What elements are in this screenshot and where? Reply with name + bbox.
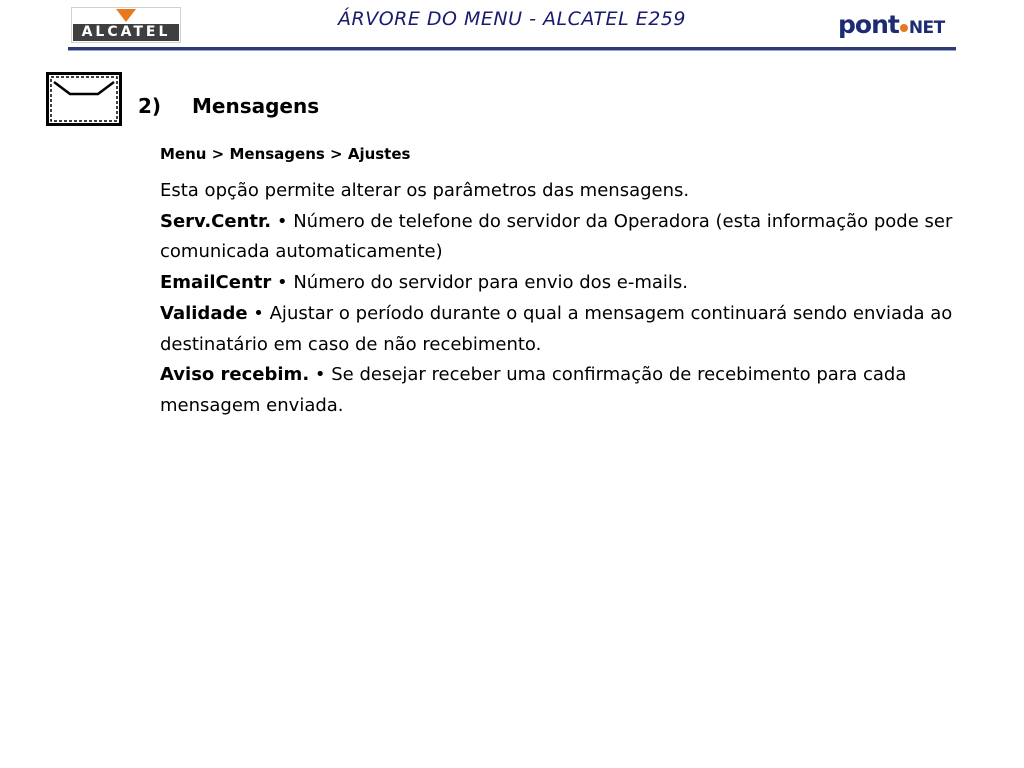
setting-description: • Número do servidor para envio dos e-mails. <box>271 272 689 294</box>
section-number: 2) <box>138 94 162 118</box>
alcatel-logo-mark-icon <box>116 9 136 22</box>
breadcrumb: Menu > Mensagens > Ajustes <box>160 145 411 163</box>
header-divider <box>68 47 956 50</box>
setting-aviso-recebim <box>160 360 1010 421</box>
pontonet-logo-part2: NET <box>908 18 945 38</box>
setting-term: Aviso recebim. <box>160 364 310 386</box>
setting-emailcentr <box>160 268 1010 299</box>
setting-description: • Número de telefone do servidor da Operadora (esta informação pode ser comunicada automaticamente) <box>160 210 953 263</box>
section-title: Mensagens <box>192 94 320 118</box>
setting-serv-centr <box>160 207 1010 268</box>
description-block <box>160 176 1010 422</box>
intro-text: Esta opção permite alterar os parâmetros das mensagens. <box>160 180 690 201</box>
pontonet-logo-part1: pont <box>838 10 899 39</box>
setting-validade <box>160 299 1010 360</box>
envelope-icon <box>46 72 122 126</box>
pontonet-dot-icon <box>900 24 908 32</box>
setting-term: EmailCentr <box>160 272 272 294</box>
setting-description: • Ajustar o período durante o qual a mensagem continuará sendo enviada ao destinatário em caso de não recebimento. <box>160 302 953 355</box>
alcatel-logo-text: ALCATEL <box>73 24 179 41</box>
page-title: ÁRVORE DO MENU - ALCATEL E259 <box>338 8 686 30</box>
setting-term: Validade <box>160 302 248 324</box>
alcatel-logo <box>71 7 181 43</box>
setting-description: • Se desejar receber uma confirmação de recebimento para cada mensagem enviada. <box>160 364 907 416</box>
pontonet-logo <box>838 10 945 38</box>
setting-term: Serv.Centr. <box>160 210 272 232</box>
